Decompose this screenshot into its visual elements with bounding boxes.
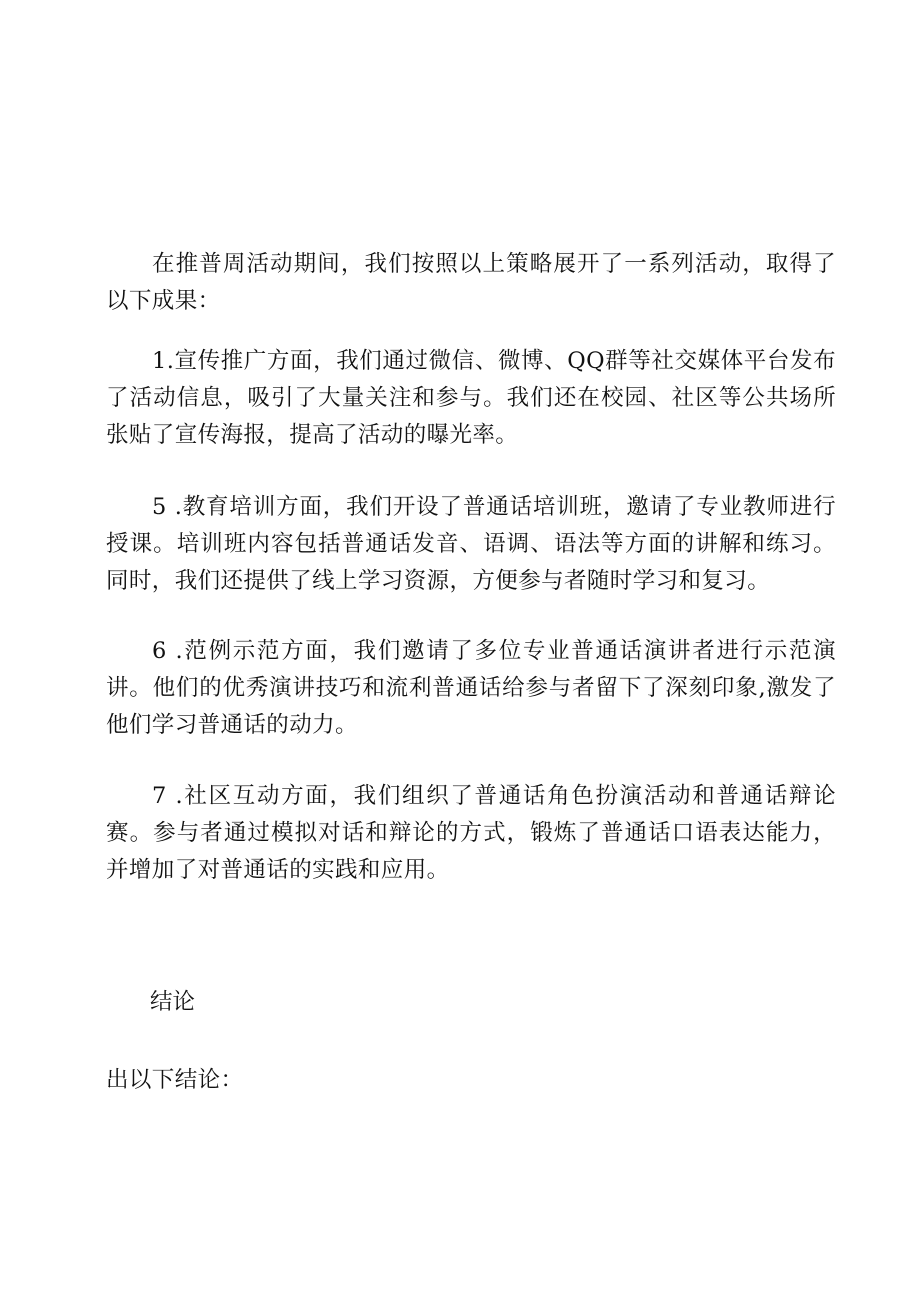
- conclusion-text: 出以下结论：: [106, 1067, 244, 1093]
- paragraph-intro: 在推普周活动期间，我们按照以上策略展开了一系列活动，取得了以下成果：: [106, 251, 836, 314]
- paragraph-item-7: 7 .社区互动方面，我们组织了普通话角色扮演活动和普通话辩论赛。参与者通过模拟对话和辩论的方式，锻炼了普通话口语表达能力，并增加了对普通话的实践和应用。: [106, 783, 836, 883]
- paragraph-item-6: 6 .范例示范方面，我们邀请了多位专业普通话演讲者进行示范演讲。他们的优秀演讲技巧和流利普通话给参与者留下了深刻印象,激发了他们学习普通话的动力。: [106, 638, 836, 738]
- paragraph-item-1: 1.宣传推广方面，我们通过微信、微博、QQ群等社交媒体平台发布了活动信息，吸引了大量关注和参与。我们还在校园、社区等公共场所张贴了宣传海报，提高了活动的曝光率。: [106, 348, 836, 448]
- conclusion-heading: 结论: [150, 989, 196, 1015]
- paragraph-item-5: 5 .教育培训方面，我们开设了普通话培训班，邀请了专业教师进行授课。培训班内容包括普通话发音、语调、语法等方面的讲解和练习。同时，我们还提供了线上学习资源，方便参与者随时学习和复习。: [106, 494, 836, 594]
